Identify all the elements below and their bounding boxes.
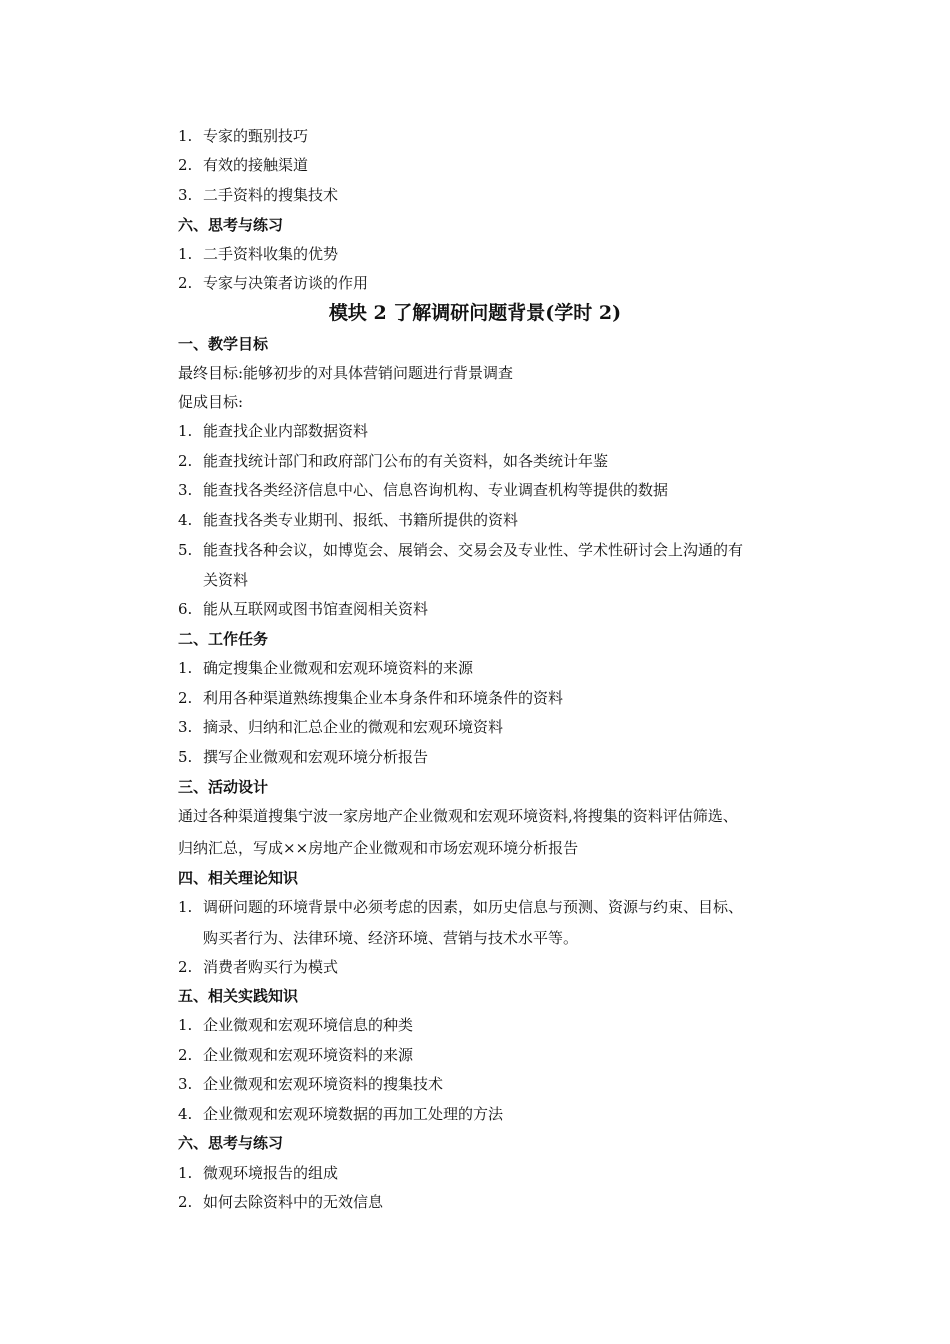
list-item: 5. 能查找各种会议，如博览会、展销会、交易会及专业性、学术性研讨会上沟通的有 — [178, 541, 744, 559]
section-heading: 一、教学目标 — [178, 335, 269, 353]
list-item: 3. 企业微观和宏观环境资料的搜集技术 — [178, 1075, 444, 1093]
list-item: 2. 利用各种渠道熟练搜集企业本身条件和环境条件的资料 — [178, 689, 564, 707]
list-item-continuation: 购买者行为、法律环境、经济环境、营销与技术水平等。 — [203, 929, 579, 947]
paragraph-line: 归纳汇总，写成××房地产企业微观和市场宏观环境分析报告 — [178, 839, 579, 857]
list-item: 2. 有效的接触渠道 — [178, 156, 309, 174]
list-item: 1. 能查找企业内部数据资料 — [178, 422, 369, 440]
section-heading: 二、工作任务 — [178, 630, 269, 648]
list-item: 4. 企业微观和宏观环境数据的再加工处理的方法 — [178, 1105, 504, 1123]
list-item: 2. 如何去除资料中的无效信息 — [178, 1193, 384, 1211]
list-item: 1. 调研问题的环境背景中必须考虑的因素，如历史信息与预测、资源与约束、目标、 — [178, 898, 744, 916]
section-heading: 四、相关理论知识 — [178, 869, 299, 887]
paragraph-line: 通过各种渠道搜集宁波一家房地产企业微观和宏观环境资料,将搜集的资料评估筛选、 — [178, 807, 738, 825]
list-item: 4. 能查找各类专业期刊、报纸、书籍所提供的资料 — [178, 511, 519, 529]
list-item: 2. 专家与决策者访谈的作用 — [178, 274, 369, 292]
section-heading: 六、思考与练习 — [178, 216, 284, 234]
list-item: 1. 确定搜集企业微观和宏观环境资料的来源 — [178, 659, 474, 677]
list-item: 2. 企业微观和宏观环境资料的来源 — [178, 1046, 414, 1064]
list-item: 2. 能查找统计部门和政府部门公布的有关资料，如各类统计年鉴 — [178, 452, 609, 470]
final-goal: 最终目标:能够初步的对具体营销问题进行背景调查 — [178, 364, 514, 382]
list-item: 6. 能从互联网或图书馆查阅相关资料 — [178, 600, 429, 618]
section-heading: 五、相关实践知识 — [178, 987, 299, 1005]
section-heading: 三、活动设计 — [178, 778, 269, 796]
module-title: 模块 2 了解调研问题背景(学时 2) — [328, 302, 622, 324]
list-item: 1. 二手资料收集的优势 — [178, 245, 339, 263]
list-item: 1. 微观环境报告的组成 — [178, 1164, 339, 1182]
section-heading: 六、思考与练习 — [178, 1134, 284, 1152]
list-item: 5. 撰写企业微观和宏观环境分析报告 — [178, 748, 429, 766]
list-item-continuation: 关资料 — [203, 571, 249, 589]
list-item: 1. 企业微观和宏观环境信息的种类 — [178, 1016, 414, 1034]
list-item: 3. 摘录、归纳和汇总企业的微观和宏观环境资料 — [178, 718, 504, 736]
promote-goal-label: 促成目标: — [178, 393, 244, 411]
list-item: 3. 能查找各类经济信息中心、信息咨询机构、专业调查机构等提供的数据 — [178, 481, 669, 499]
list-item: 1. 专家的甄别技巧 — [178, 127, 309, 145]
list-item: 3. 二手资料的搜集技术 — [178, 186, 339, 204]
list-item: 2. 消费者购买行为模式 — [178, 958, 339, 976]
